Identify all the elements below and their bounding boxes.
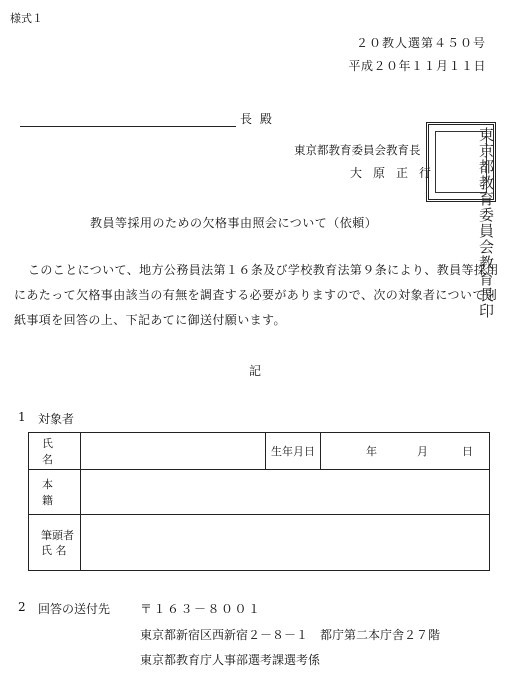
target-person-table: [28, 432, 490, 571]
household-head-field[interactable]: [81, 515, 490, 571]
seal-text: 東京都教育委員会教育長印: [477, 127, 495, 319]
dob-label: 生年月日: [266, 433, 321, 470]
form-label: 様式１: [10, 12, 43, 25]
section2-label: 回答の送付先: [38, 602, 111, 616]
document-date: 平成２０年１１月１１日: [348, 59, 486, 73]
household-head-label-line2: 氏 名: [41, 543, 67, 557]
dob-year-label: 年: [366, 445, 377, 458]
household-head-label: [29, 515, 81, 571]
body-paragraph: このことについて、地方公務員法第１６条及び学校教育法第９条により、教員等採用にあたって欠格事由該当の有無を調査する必要がありますので、次の対象者について別紙事項を回答の上、下記あてに御送付願います。: [14, 263, 499, 327]
section1-label: 対象者: [38, 412, 75, 426]
table-row: [29, 470, 490, 515]
name-field[interactable]: [81, 433, 266, 470]
name-label: 氏 名: [29, 433, 81, 470]
postal-code: 〒１６３－８００１: [140, 602, 262, 616]
addressee-blank-line: [20, 126, 236, 127]
document-number: ２０教人選第４５０号: [355, 36, 486, 50]
household-head-label-line1: 筆頭者: [41, 528, 74, 542]
dob-month-label: 月: [417, 445, 428, 458]
sender-name: 大原正行: [350, 166, 443, 180]
ki-heading: 記: [249, 364, 262, 378]
dob-field[interactable]: [321, 433, 490, 470]
official-seal: [426, 122, 496, 319]
table-row: [29, 433, 490, 470]
sender-organization: 東京都教育委員会教育長: [294, 143, 421, 157]
table-row: [29, 515, 490, 571]
domicile-field[interactable]: [81, 470, 490, 515]
addressee-suffix: 長 殿: [240, 112, 274, 126]
department: 東京都教育庁人事部選考課選考係: [140, 653, 321, 667]
section2-number: 2: [18, 600, 26, 614]
address: 東京都新宿区西新宿２－８－１ 都庁第二本庁舎２７階: [140, 628, 441, 642]
domicile-label: 本 籍: [29, 470, 81, 515]
section1-number: 1: [18, 410, 26, 424]
dob-day-label: 日: [462, 445, 473, 458]
subject-line: 教員等採用のための欠格事由照会について（依頼）: [90, 216, 378, 230]
